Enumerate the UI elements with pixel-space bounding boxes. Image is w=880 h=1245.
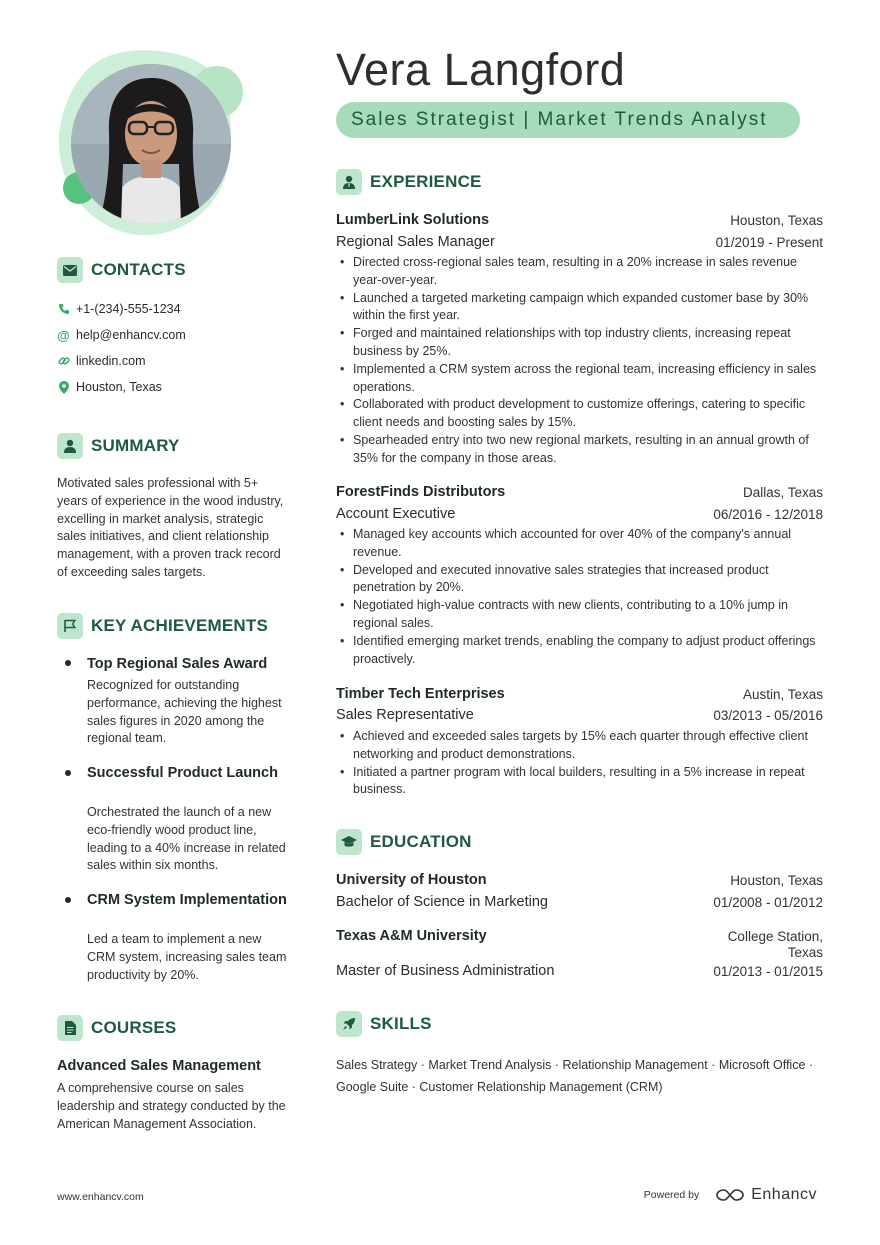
contact-location xyxy=(57,380,162,394)
job-company: Timber Tech Enterprises xyxy=(336,686,505,702)
achievements-heading: KEY ACHIEVEMENTS xyxy=(57,613,268,639)
flag-icon xyxy=(57,613,83,639)
contact-linkedin[interactable] xyxy=(57,354,145,368)
powered-by-label: Powered by xyxy=(643,1189,700,1201)
job-location: Austin, Texas xyxy=(742,687,823,702)
achievement-bullet xyxy=(65,897,71,903)
edu-dates: 01/2008 - 01/2012 xyxy=(713,895,823,910)
achievement-desc: Recognized for outstanding performance, achieving the highest sales figures in 2020 among the regional team. xyxy=(87,678,282,746)
achievement-title: Successful Product Launch xyxy=(87,765,278,781)
candidate-name: Vera Langford xyxy=(336,44,626,95)
linkedin-text: linkedin.com xyxy=(76,354,146,368)
job-role: Sales Representative xyxy=(336,707,474,723)
enhancv-logo-icon xyxy=(715,1187,745,1203)
document-icon xyxy=(57,1015,83,1041)
job-bullet: • Spearheaded entry into two new regional markets, resulting in an annual growth of 35% for the company in those areas. xyxy=(336,432,823,468)
email-text: help@enhancv.com xyxy=(76,328,186,342)
job-dates: 06/2016 - 12/2018 xyxy=(713,507,823,522)
job-bullet: • Directed cross-regional sales team, resulting in a 20% increase in sales revenue year-over-year. xyxy=(336,254,823,290)
enhancv-brand: Enhancv xyxy=(751,1186,817,1203)
job-bullet: • Identified emerging market trends, enabling the company to adjust product offerings proactively. xyxy=(336,633,823,669)
job-bullet: • Collaborated with product development to customize offerings, catering to specific client needs and boosting sales by 15%. xyxy=(336,396,823,432)
location-text: Houston, Texas xyxy=(76,380,162,394)
job-bullet: • Negotiated high-value contracts with new clients, contributing to a 10% jump in regional sales. xyxy=(336,597,823,633)
achievement-title: CRM System Implementation xyxy=(87,892,287,908)
summary-heading: SUMMARY xyxy=(57,433,180,459)
job-bullet: • Initiated a partner program with local builders, resulting in a 5% increase in repeat business. xyxy=(336,764,823,800)
briefcase-user-icon xyxy=(336,169,362,195)
job-bullet: • Developed and executed innovative sales strategies that increased product penetration by 20%. xyxy=(336,562,823,598)
job-bullets xyxy=(336,526,823,668)
contact-phone[interactable] xyxy=(57,302,181,316)
achievement-bullet xyxy=(65,770,71,776)
achievement-title: Top Regional Sales Award xyxy=(87,656,268,672)
course-title: Advanced Sales Management xyxy=(57,1058,261,1074)
summary-text: Motivated sales professional with 5+ years of experience in the wood industry, excelling in market analysis, strategic sales initiatives, and client relationship management, with a proven track record of exceeding sales targets. xyxy=(57,476,284,579)
job-company: LumberLink Solutions xyxy=(336,212,490,228)
job-bullet: • Implemented a CRM system across the regional team, increasing efficiency in sales operations. xyxy=(336,361,823,397)
user-icon xyxy=(57,433,83,459)
job-bullet: • Forged and maintained relationships with top industry clients, increasing repeat business by 25%. xyxy=(336,325,823,361)
job-dates: 03/2013 - 05/2016 xyxy=(713,708,823,723)
job-location: Houston, Texas xyxy=(730,213,823,228)
profile-photo-area xyxy=(57,48,247,238)
contact-email[interactable] xyxy=(57,328,186,342)
edu-location: College Station, Texas xyxy=(727,929,823,960)
edu-degree: Bachelor of Science in Marketing xyxy=(336,894,548,910)
location-pin-icon xyxy=(57,381,70,394)
phone-text: +1-(234)-555-1234 xyxy=(76,302,181,316)
education-heading: EDUCATION xyxy=(336,829,472,855)
job-bullet: • Launched a targeted marketing campaign which expanded customer base by 30% within the first year. xyxy=(336,290,823,326)
rocket-icon xyxy=(336,1011,362,1037)
contacts-heading: CONTACTS xyxy=(57,257,186,283)
experience-heading: EXPERIENCE xyxy=(336,169,482,195)
at-icon: @ xyxy=(57,327,70,343)
edu-degree: Master of Business Administration xyxy=(336,963,555,979)
edu-dates: 01/2013 - 01/2015 xyxy=(713,964,823,979)
footer-branding[interactable] xyxy=(644,1186,817,1204)
edu-location: Houston, Texas xyxy=(730,873,823,888)
achievement-desc: Led a team to implement a new CRM system, increasing sales team productivity by 20%. xyxy=(87,932,287,982)
job-role: Regional Sales Manager xyxy=(336,234,495,250)
skills-list: Sales Strategy · Market Trend Analysis · Relationship Management · Microsoft Office · Google Suite · Customer Relationship Management (CRM) xyxy=(336,1058,814,1094)
job-bullets xyxy=(336,254,823,468)
job-bullet: • Achieved and exceeded sales targets by 15% each quarter through effective client networking and product demonstrations. xyxy=(336,728,823,764)
skills-heading: SKILLS xyxy=(336,1011,432,1037)
achievement-desc: Orchestrated the launch of a new eco-friendly wood product line, leading to a 40% increase in related sales within six months. xyxy=(87,805,286,873)
job-title-pill: Sales Strategist | Market Trends Analyst xyxy=(336,102,800,138)
job-company: ForestFinds Distributors xyxy=(336,484,506,500)
graduation-cap-icon xyxy=(336,829,362,855)
edu-school: University of Houston xyxy=(336,872,487,888)
edu-school: Texas A&M University xyxy=(336,928,487,944)
job-location: Dallas, Texas xyxy=(742,485,823,500)
courses-heading: COURSES xyxy=(57,1015,176,1041)
footer-website[interactable]: www.enhancv.com xyxy=(57,1191,144,1203)
phone-icon xyxy=(57,303,70,316)
course-desc: A comprehensive course on sales leadership and strategy conducted by the American Management Association. xyxy=(57,1081,286,1131)
job-role: Account Executive xyxy=(336,506,456,522)
link-icon xyxy=(57,355,70,368)
envelope-icon xyxy=(57,257,83,283)
job-bullets xyxy=(336,728,823,799)
job-dates: 01/2019 - Present xyxy=(715,235,823,250)
achievement-bullet xyxy=(65,660,71,666)
profile-photo xyxy=(71,64,231,224)
job-bullet: • Managed key accounts which accounted for over 40% of the company's annual revenue. xyxy=(336,526,823,562)
